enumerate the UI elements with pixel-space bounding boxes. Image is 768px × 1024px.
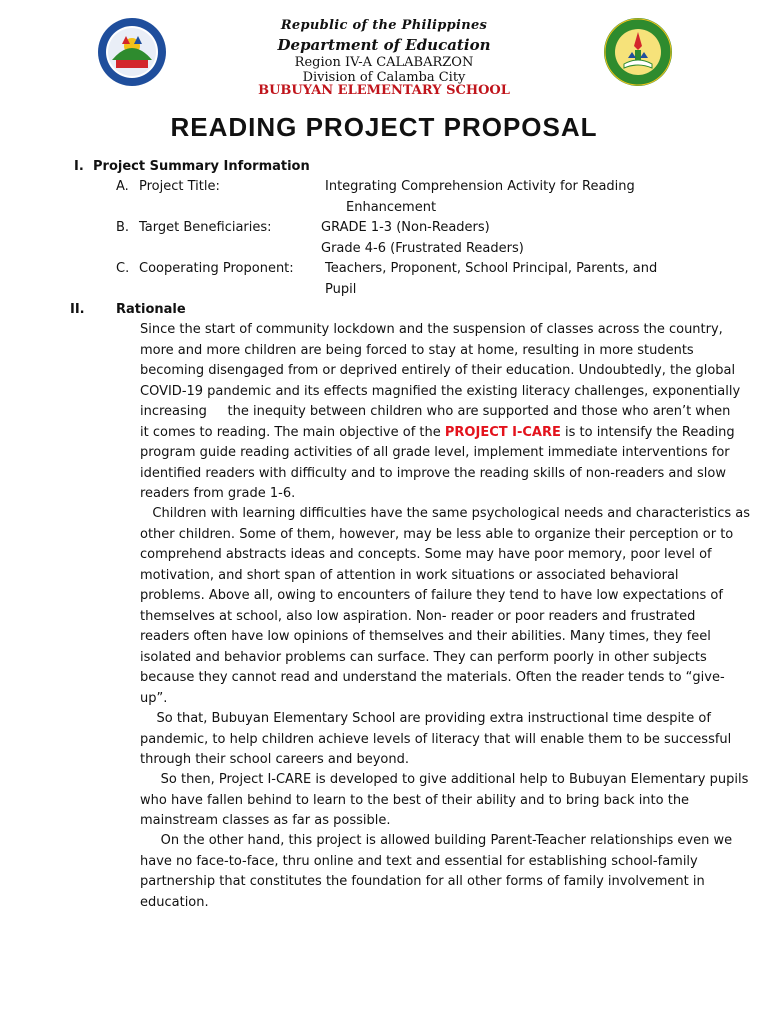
- paragraph-line: program guide reading activities of all grade level, implement immediate interventions for: [140, 445, 730, 460]
- item-a-letter: A.: [116, 179, 129, 194]
- item-c-label: Cooperating Proponent:: [139, 261, 294, 276]
- rationale-paragraph-2: [140, 504, 751, 709]
- page-title: READING PROJECT PROPOSAL: [170, 112, 598, 142]
- line-text: it comes to reading. The main objective of the: [140, 424, 445, 440]
- section2-heading: Rationale: [116, 302, 186, 317]
- paragraph-line: On the other hand, this project is allowed building Parent-Teacher relationships even we: [140, 833, 733, 848]
- item-c-value-line2: Pupil: [325, 282, 357, 297]
- section1-heading: Project Summary Information: [93, 159, 310, 174]
- paragraph-line: education.: [140, 894, 209, 910]
- letterhead-school: BUBUYAN ELEMENTARY SCHOOL: [258, 83, 510, 98]
- item-c-letter: C.: [116, 261, 130, 276]
- item-b-value-line2: Grade 4-6 (Frustrated Readers): [321, 241, 524, 256]
- paragraph-line: have no face-to-face, thru online and text and essential for establishing school-family: [140, 853, 698, 869]
- letterhead-region: Region IV-A CALABARZON: [294, 55, 474, 70]
- paragraph-line: So that, Bubuyan Elementary School are providing extra instructional time despite of: [140, 711, 711, 726]
- item-b-value-line1: GRADE 1-3 (Non-Readers): [321, 220, 490, 235]
- paragraph-line: Since the start of community lockdown and the suspension of classes across the country,: [140, 322, 723, 337]
- paragraph-line: Children with learning difficulties have the same psychological needs and characteristics as: [140, 506, 751, 521]
- letterhead-department: Department of Education: [277, 36, 491, 54]
- rationale-paragraph-4: [140, 770, 749, 832]
- letterhead-division: Division of Calamba City: [302, 70, 466, 85]
- paragraph-line: readers often have low opinions of themselves and their abilities. Many times, they feel: [140, 629, 711, 644]
- paragraph-line: isolated and behavior problems can surface. They can perform poorly in other subjects: [140, 649, 707, 665]
- paragraph-line: comprehend abstracts ideas and concepts. Some may have poor memory, poor level of: [140, 547, 712, 562]
- paragraph-line: because they cannot read and understand the materials. Often the reader tends to “give-: [140, 670, 725, 685]
- item-b-letter: B.: [116, 220, 130, 235]
- paragraph-line: identified readers with difficulty and to improve the reading skills of non-readers and slow: [140, 465, 726, 481]
- paragraph-line: COVID-19 pandemic and its effects magnified the existing literacy challenges, exponentially: [140, 383, 741, 399]
- letterhead-republic: Republic of the Philippines: [280, 18, 488, 33]
- paragraph-line: through their school careers and beyond.: [140, 752, 409, 767]
- paragraph-line: becoming disengaged from or deprived entirely of their education. Undoubtedly, the global: [140, 363, 736, 378]
- paragraph-line: motivation, and short span of attention in work situations or associated behavioral: [140, 567, 679, 583]
- item-b-label: Target Beneficiaries:: [139, 220, 272, 235]
- section2-number: II.: [70, 302, 85, 317]
- item-a-value-line1: Integrating Comprehension Activity for Reading: [325, 179, 635, 194]
- paragraph-line: who have fallen behind to learn to the best of their ability and to bring back into the: [140, 792, 690, 808]
- paragraph-line: other children. Some of them, however, may be less able to organize their perception or to: [140, 526, 734, 542]
- section1-number: I.: [74, 159, 84, 174]
- line-text: is to intensify the Reading: [560, 424, 735, 440]
- item-a-value-line2: Enhancement: [346, 200, 437, 215]
- item-c-value-line1: Teachers, Proponent, School Principal, Parents, and: [325, 261, 658, 276]
- paragraph-line: themselves at school, also low aspiration. Non- reader or poor readers and frustrated: [140, 608, 696, 624]
- paragraph-line: partnership that constitutes the foundation for all other forms of family involvement in: [140, 874, 705, 889]
- rationale-paragraph-5: [140, 831, 733, 913]
- paragraph-line: more and more children are being forced to stay at home, resulting in more students: [140, 342, 694, 358]
- paragraph-line: problems. Above all, owing to encounters of failure they tend to have low expectations of: [140, 588, 723, 603]
- rationale-paragraph-1: [140, 320, 741, 505]
- paragraph-line: up”.: [140, 690, 168, 706]
- item-a-label: Project Title:: [139, 179, 220, 194]
- paragraph-line: readers from grade 1-6.: [140, 486, 296, 501]
- project-name-highlight: PROJECT I-CARE: [444, 424, 561, 440]
- paragraph-line: So then, Project I-CARE is developed to give additional help to Bubuyan Elementary pupils: [140, 772, 749, 787]
- paragraph-line: pandemic, to help children achieve levels of literacy that will enable them to be successful: [140, 731, 732, 747]
- paragraph-line: mainstream classes as far as possible.: [140, 813, 391, 828]
- paragraph-line: increasing the inequity between children who are supported and those who aren’t when: [140, 404, 731, 419]
- rationale-paragraph-3: [140, 709, 732, 771]
- paragraph-line-with-highlight: [140, 423, 735, 444]
